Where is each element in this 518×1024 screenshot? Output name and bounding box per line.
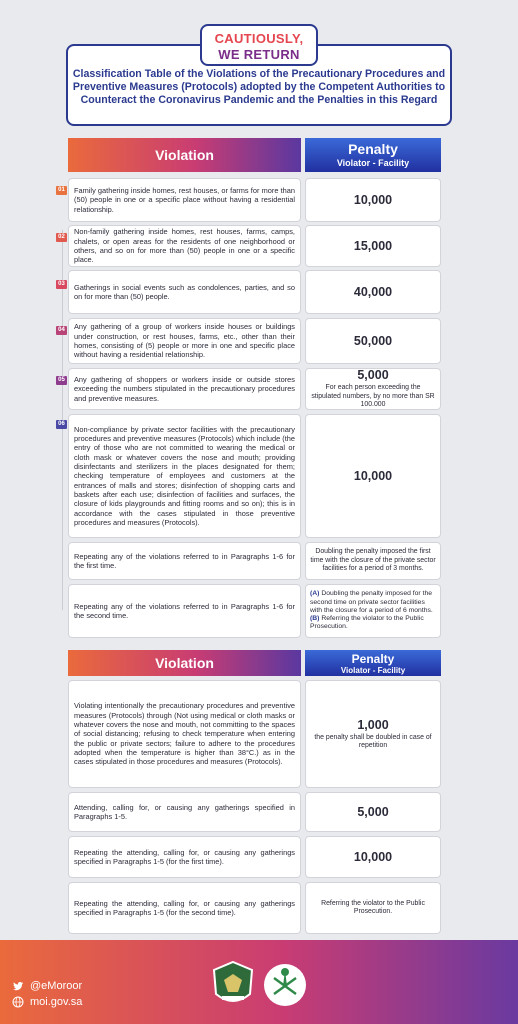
penalty-header-1 (305, 138, 441, 172)
violation-header-2: Violation (68, 650, 301, 676)
website-link[interactable] (12, 996, 82, 1008)
violation-cell-repeat-2: Repeating any of the violations referred to in Paragraphs 1-6 for the second time. (68, 584, 301, 638)
twitter-icon (12, 980, 24, 992)
penalty-title-2: Penalty (351, 652, 395, 666)
option-a-label: (A) (310, 590, 320, 598)
penalty-option-b (310, 615, 436, 631)
penalty-cell-t2-2 (305, 792, 441, 832)
penalty-header-2 (305, 650, 441, 676)
row-number-03: 03 (56, 280, 67, 289)
row-number-02: 02 (56, 233, 67, 242)
option-b-label: (B) (310, 615, 320, 623)
penalty-option-a (310, 590, 436, 615)
badge-line1: CAUTIOUSLY, (214, 31, 304, 46)
row-number-04: 04 (56, 326, 67, 335)
violation-cell-02: Non-family gathering inside homes, rest houses, farms, camps, chalets, or open areas for the residents of one neighborhood or others, and so on for more than (50) people in one or a specific place. (68, 225, 301, 267)
row-number-01: 01 (56, 186, 67, 195)
option-b-text: Referring the violator to the Public Prosecution. (310, 615, 424, 631)
violation-cell-t2-2: Attending, calling for, or causing any gatherings specified in Paragraphs 1-5. (68, 792, 301, 832)
directorate-emblem-icon (210, 960, 256, 1010)
penalty-amount-04: 50,000 (353, 334, 393, 348)
violation-cell-06: Non-compliance by private sector facilities with the precautionary procedures and preventive measures (Protocols) which include (the entry of those who are not committed to wearing the medical or cloth mask or whatever covers the nose and mouth; providing disinfectants and sterilizers in the places designated for them; checking temperature of employees and customers at the entrances of malls and stores; disinfection of shopping carts and baskets after each use; disinfection of facilities and surfaces, the closure of kids playgrounds and fitting rooms and so on); this is in accordance with the cases stipulated in those preventive procedures and measures (Protocols). (68, 414, 301, 538)
violation-cell-04: Any gathering of a group of workers inside houses or buildings under construction, or rest houses, farms, etc., other than their homes, consisting of (5) people or more in one and specific place without having a residential relationship. (68, 318, 301, 364)
penalty-note-t2-1: the penalty shall be doubled in case of repetition (314, 733, 432, 749)
penalty-cell-06 (305, 414, 441, 538)
penalty-amount-05: 5,000 (357, 368, 389, 383)
twitter-handle: @eMoroor (30, 980, 83, 992)
penalty-cell-t2-1 (305, 680, 441, 788)
website-url: moi.gov.sa (30, 996, 83, 1008)
penalty-cell-t2-3 (305, 836, 441, 878)
violation-cell-t2-1: Violating intentionally the precautionary procedures and preventive measures (Protocols) through (Not using medical or cloth masks or whatever covers the nose and mouth, not committing to the spaces of social distancing; refusing to check temperature when entering the public or private sectors; failure to adhere to the procedures adopted when the temperature is higher than 38°C.) as in the cases stipulated in those procedures and measures (Protocols). (68, 680, 301, 788)
option-a-text: Doubling the penalty imposed for the second time on private sector facilities with the closure for a period of 6 months. (310, 590, 433, 614)
saudi-emblem-icon (262, 960, 308, 1010)
row-number-05: 05 (56, 376, 67, 385)
violation-header-1: Violation (68, 138, 301, 172)
violation-cell-t2-3: Repeating the attending, calling for, or causing any gatherings specified in Paragraphs 1-5 (for the first time). (68, 836, 301, 878)
violation-cell-03: Gatherings in social events such as condolences, parties, and so on for more than (50) people. (68, 270, 301, 314)
penalty-cell-03 (305, 270, 441, 314)
row-number-06: 06 (56, 420, 67, 429)
penalty-note-05: For each person exceeding the stipulated numbers, by no more than SR 100.000 (311, 384, 435, 409)
penalty-cell-t2-4 (305, 882, 441, 934)
page-title: Classification Table of the Violations of the Precautionary Procedures and Preventive Measures (Protocols) adopted by the Competent Authorities to Counteract the Coronavirus Pandemic and the Penalties in this Regard (72, 68, 446, 106)
penalty-amount-t2-2: 5,000 (357, 805, 389, 819)
globe-icon (12, 996, 24, 1008)
penalty-cell-02 (305, 225, 441, 267)
penalty-text-repeat-1: Doubling the penalty imposed the first time with the closure of the private sector facilities for a period of 3 months. (310, 548, 436, 573)
penalty-cell-04 (305, 318, 441, 364)
penalty-amount-02: 15,000 (353, 239, 393, 253)
violation-cell-05: Any gathering of shoppers or workers inside or outside stores exceeding the numbers stipulated in the precautionary procedures and preventive measures. (68, 368, 301, 410)
penalty-cell-01 (305, 178, 441, 222)
violation-cell-t2-4: Repeating the attending, calling for, or causing any gatherings specified in Paragraphs 1-5 (for the second time). (68, 882, 301, 934)
penalty-subtitle-2: Violator - Facility (340, 666, 406, 675)
badge-line2: WE RETURN (218, 47, 300, 62)
campaign-badge (200, 24, 318, 66)
penalty-amount-t2-1: 1,000 (357, 717, 389, 732)
penalty-title-1: Penalty (348, 141, 398, 157)
penalty-cell-05 (305, 368, 441, 410)
penalty-cell-repeat-2 (305, 584, 441, 638)
twitter-link[interactable] (12, 980, 82, 992)
penalty-text-t2-4: Referring the violator to the Public Prosecution. (321, 899, 425, 915)
penalty-subtitle-1: Violator - Facility (336, 158, 410, 168)
violation-cell-01: Family gathering inside homes, rest houses, or farms for more than (50) people in one or a specific place without having a residential relationship. (68, 178, 301, 222)
violation-cell-repeat-1: Repeating any of the violations referred to in Paragraphs 1-6 for the first time. (68, 542, 301, 580)
penalty-cell-repeat-1 (305, 542, 441, 580)
penalty-amount-01: 10,000 (353, 193, 393, 207)
penalty-amount-t2-3: 10,000 (353, 850, 393, 864)
penalty-amount-06: 10,000 (353, 469, 393, 483)
penalty-amount-03: 40,000 (353, 285, 393, 299)
